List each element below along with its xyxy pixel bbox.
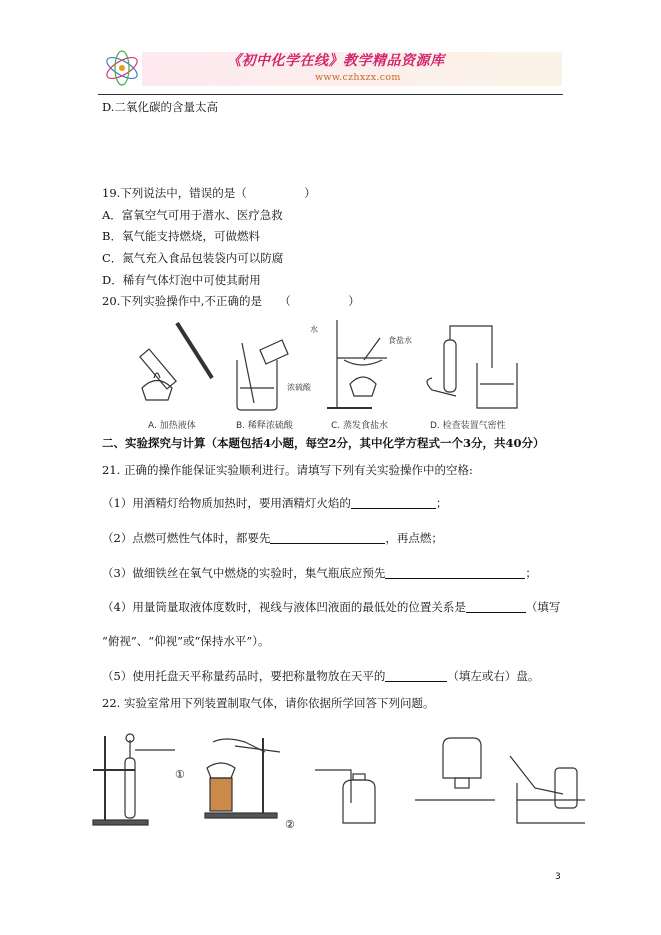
header-url: www.czhxzx.com <box>315 72 401 83</box>
header-banner <box>102 46 562 92</box>
marker-1: ① <box>175 768 185 781</box>
option-d-previous: D.二氧化碳的含量太高 <box>102 100 218 114</box>
q21-item-3: （3）做细铁丝在氧气中燃烧的实验时，集气瓶底应预先 ； <box>102 566 537 580</box>
caption-b: B. 稀释浓硫酸 <box>236 421 293 431</box>
q20-figure <box>132 318 542 418</box>
answer-blank-1[interactable] <box>351 496 436 509</box>
q19-option-a: A．富氧空气可用于潜水、医疗急救 <box>102 208 283 222</box>
q22-figure <box>85 728 585 833</box>
label-brine: 食盐水 <box>388 336 412 345</box>
label-water: 水 <box>310 325 318 334</box>
q19-option-b: B．氧气能支持燃烧，可做燃料 <box>102 229 260 243</box>
caption-a: A. 加热液体 <box>148 421 196 431</box>
answer-blank-2[interactable] <box>270 531 385 544</box>
section-2-heading: 二、实验探究与计算（本题包括4小题，每空2分，其中化学方程式一个3分，共40分） <box>102 436 545 450</box>
marker-2: ② <box>285 818 295 831</box>
atom-logo-icon <box>102 46 142 90</box>
page-number: 3 <box>555 872 561 882</box>
q21-item-4-line2: “俯视”、“仰视”或“保持水平”）。 <box>102 634 270 648</box>
answer-blank-3[interactable] <box>385 566 525 579</box>
q19-option-d: D．稀有气体灯泡中可使其耐用 <box>102 273 261 287</box>
answer-blank-5[interactable] <box>385 669 447 682</box>
q21-item-5: （5）使用托盘天平称量药品时，要把称量物放在天平的 （填左或右）盘。 <box>102 669 540 683</box>
q21-item-1: （1）用酒精灯给物质加热时，要用酒精灯火焰的 ； <box>102 496 448 510</box>
question-19: 19.下列说法中，错误的是（ ） <box>102 186 316 200</box>
answer-blank-4[interactable] <box>466 600 526 613</box>
header-title: 《初中化学在线》教学精品资源库 <box>227 53 445 69</box>
question-20: 20.下列实验操作中,不正确的是 （ ） <box>102 294 360 308</box>
caption-d: D. 检查装置气密性 <box>430 421 506 431</box>
q19-option-c: C．氮气充入食品包装袋内可以防腐 <box>102 251 284 265</box>
q21-item-2: （2）点燃可燃性气体时，都要先 ，再点燃； <box>102 531 443 545</box>
q21-item-4: （4）用量筒量取液体度数时，视线与液体凹液面的最低处的位置关系是 （填写 <box>102 600 561 614</box>
label-acid: 浓硫酸 <box>287 383 311 392</box>
header-rule <box>98 94 563 95</box>
caption-c: C. 蒸发食盐水 <box>331 421 389 431</box>
question-21: 21. 正确的操作能保证实验顺利进行。请填写下列有关实验操作中的空格: <box>102 463 473 477</box>
question-22: 22. 实验室常用下列装置制取气体，请你依据所学回答下列问题。 <box>102 696 435 710</box>
